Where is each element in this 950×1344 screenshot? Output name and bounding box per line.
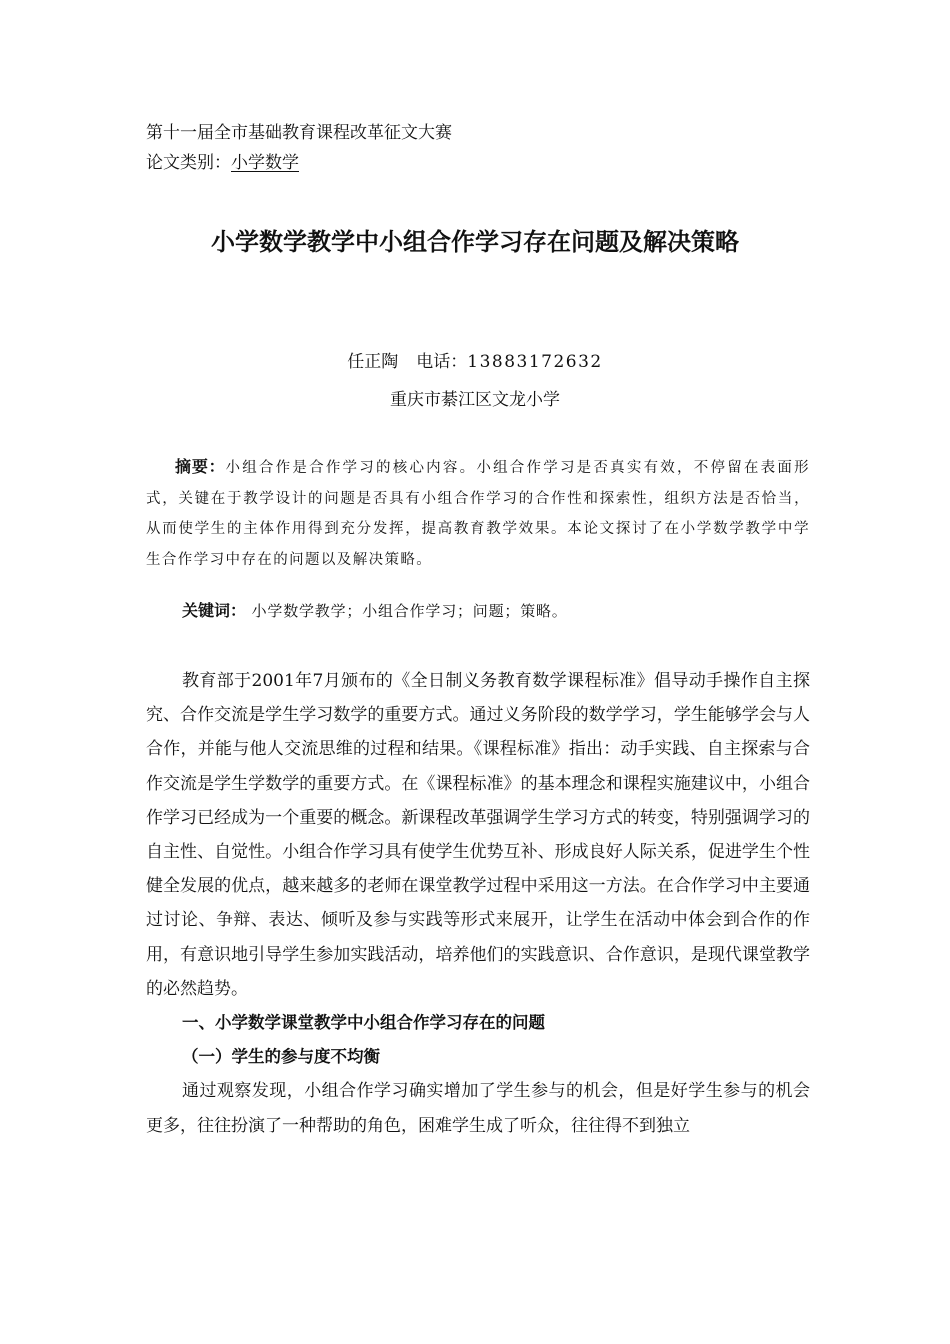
keywords bbox=[182, 598, 568, 621]
author-school: 重庆市綦江区文龙小学 bbox=[390, 390, 560, 410]
author-name: 任正陶 bbox=[347, 352, 399, 372]
abstract bbox=[146, 452, 810, 575]
body-paragraph: 通过观察发现，小组合作学习确实增加了学生参与的机会，但是好学生参与的机会更多，往往扮演了一种帮助的角色，困难学生成了听众，往往得不到独立 bbox=[146, 1081, 810, 1136]
abstract-label: 摘要： bbox=[175, 457, 226, 476]
abstract-text: 小组合作是合作学习的核心内容。小组合作学习是否真实有效，不停留在表面形式，关键在于教学设计的问题是否具有小组合作学习的合作性和探索性，组织方法是否恰当，从而使学生的主体作用得到充分发挥，提高教育教学效果。本论文探讨了在小学数学教学中学生合作学习中存在的问题以及解决策略。 bbox=[146, 460, 810, 568]
intro-paragraph: 教育部于2001年7月颁布的《全日制义务教育数学课程标准》倡导动手操作自主探究、合作交流是学生学习数学的重要方式。通过义务阶段的数学学习，学生能够学会与人合作，并能与他人交流思维的过程和结果。《课程标准》指出：动手实践、自主探索与合作交流是学生学数学的重要方式。在《课程标准》的基本理念和课程实施建议中，小组合作学习已经成为一个重要的概念。新课程改革强调学生学习方式的转变，特别强调学习的自主性、自觉性。小组合作学习具有使学生优势互补、形成良好人际关系，促进学生个性健全发展的优点，越来越多的老师在课堂教学过程中采用这一方法。在合作学习中主要通过讨论、争辩、表达、倾听及参与实践等形式来展开，让学生在活动中体会到合作的作用，有意识地引导学生参加实践活动，培养他们的实践意识、合作意识，是现代课堂教学的必然趋势。 bbox=[146, 671, 810, 999]
author-line bbox=[0, 347, 950, 372]
keywords-label: 关键词： bbox=[182, 601, 247, 620]
category-value: 小学数学 bbox=[231, 153, 299, 173]
section-heading: 一、小学数学课堂教学中小组合作学习存在的问题 bbox=[182, 1013, 545, 1033]
phone-number: 13883172632 bbox=[467, 352, 603, 372]
paper-title: 小学数学教学中小组合作学习存在问题及解决策略 bbox=[211, 228, 739, 256]
contest-name: 第十一届全市基础教育课程改革征文大赛 bbox=[146, 123, 452, 143]
paper-category bbox=[146, 148, 299, 173]
phone-label: 电话： bbox=[416, 352, 468, 372]
body-text bbox=[146, 664, 810, 1143]
subsection-heading: （一）学生的参与度不均衡 bbox=[182, 1047, 380, 1067]
keywords-text: 小学数学教学；小组合作学习；问题；策略。 bbox=[251, 602, 568, 620]
category-label: 论文类别： bbox=[146, 153, 231, 173]
